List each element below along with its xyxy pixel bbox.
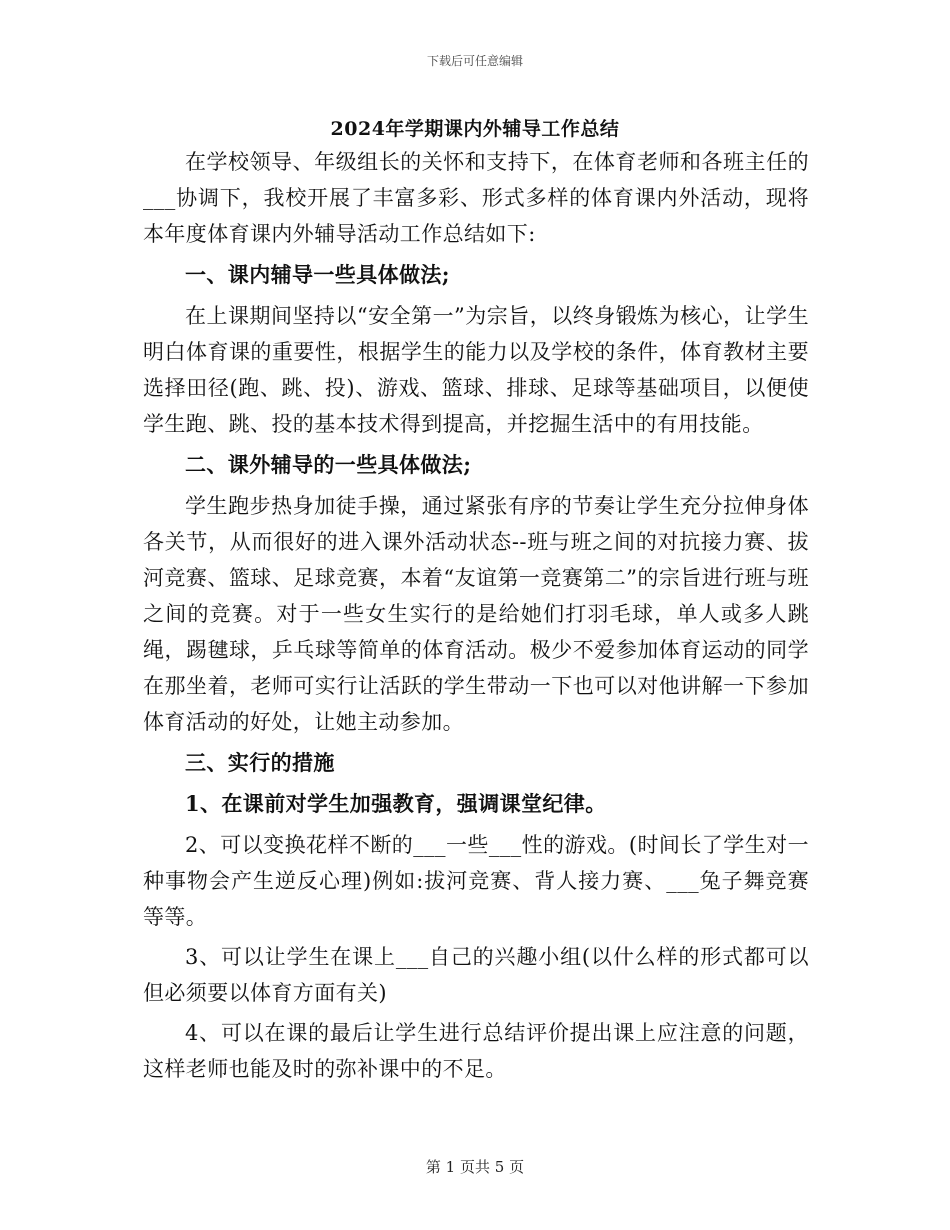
document-body bbox=[143, 144, 809, 1087]
section-heading-in-class: 一、课内辅导一些具体做法; bbox=[185, 262, 450, 287]
in-class-paragraph: 在上课期间坚持以“安全第一”为宗旨，以终身锻炼为核心，让学生明白体育课的重要性，根据学生的能力以及学校的条件，体育教材主要选择田径(跑、跳、投)、游戏、篮球、排球、足球等基础项目，以便使学生跑、跳、投的基本技术得到提高，并挖掘生活中的有用技能。 bbox=[143, 304, 809, 436]
after-class-paragraph: 学生跑步热身加徒手操，通过紧张有序的节奏让学生充分拉伸身体各关节，从而很好的进入课外活动状态--班与班之间的对抗接力赛、拔河竞赛、篮球、足球竞赛，本着“友谊第一竞赛第二”的宗旨进行班与班之间的竞赛。对于一些女生实行的是给她们打羽毛球，单人或多人跳绳，踢毽球，乒乓球等简单的体育活动。极少不爱参加体育运动的同学在那坐着，老师可实行让活跃的学生带动一下也可以对他讲解一下参加体育活动的好处，让她主动参加。 bbox=[143, 494, 809, 734]
measure-item-1: 1、在课前对学生加强教育，强调课堂纪律。 bbox=[185, 791, 607, 816]
measure-item-3: 3、可以让学生在课上___自己的兴趣小组(以什么样的形式都可以但必须要以体育方面有关) bbox=[143, 945, 809, 1005]
measure-item-4: 4、可以在课的最后让学生进行总结评价提出课上应注意的问题，这样老师也能及时的弥补课中的不足。 bbox=[143, 1021, 809, 1081]
page-number: 第 1 页共 5 页 bbox=[425, 1158, 525, 1176]
section-heading-measures: 三、实行的措施 bbox=[185, 750, 335, 775]
intro-paragraph: 在学校领导、年级组长的关怀和支持下，在体育老师和各班主任的___协调下，我校开展了丰富多彩、形式多样的体育课内外活动，现将本年度体育课内外辅导活动工作总结如下: bbox=[143, 150, 809, 246]
document-title: 2024年学期课内外辅导工作总结 bbox=[330, 118, 620, 140]
page-header-note: 下载后可任意编辑 bbox=[426, 54, 523, 68]
section-heading-after-class: 二、课外辅导的一些具体做法; bbox=[185, 452, 472, 477]
measure-item-2: 2、可以变换花样不断的___一些___性的游戏。(时间长了学生对一种事物会产生逆反心理)例如:拔河竞赛、背人接力赛、___兔子舞竞赛等等。 bbox=[143, 833, 809, 929]
